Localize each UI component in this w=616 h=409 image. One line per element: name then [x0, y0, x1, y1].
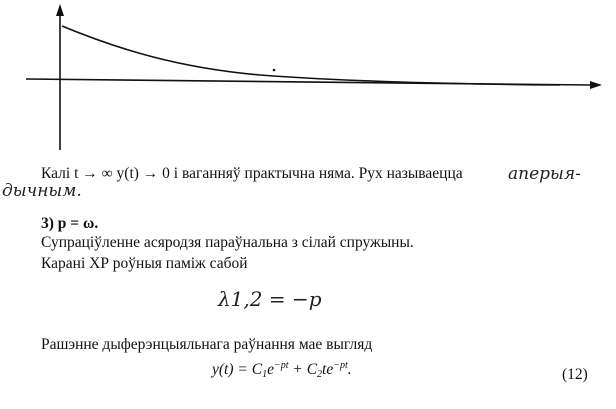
decay-curve — [62, 26, 560, 85]
eq-exp2-sup: −pt — [333, 360, 348, 371]
eq-plus: + C — [288, 361, 318, 378]
eq-exp1-base: e — [267, 361, 274, 378]
limit-statement: Калі t → ∞ y(t) → 0 і ваганняў практычна няма. Рух называецца — [41, 165, 463, 182]
eq-end: . — [347, 361, 352, 378]
case-heading: 3) p = ω. — [41, 215, 99, 232]
handwritten-word-part1: аперыя- — [508, 164, 581, 184]
decay-graph — [0, 0, 616, 160]
eq-exp1-sup: −pt — [273, 360, 289, 371]
x-axis-arrow — [590, 81, 602, 89]
eq-c2-sub: 2 — [317, 369, 323, 380]
eq-lhs: y(t) = C — [212, 361, 263, 378]
roots-statement: Карані ХР роўныя паміж сабой — [41, 255, 248, 272]
y-axis-arrow — [56, 4, 64, 16]
handwritten-word-part2: дычным. — [2, 181, 82, 201]
curve-dot — [273, 69, 276, 72]
resistance-statement: Супраціўленне асяродзя параўнальна з сілай спружыны. — [41, 234, 414, 251]
eq-t-e: te — [322, 361, 334, 378]
solution-intro: Рашэнне дыферэнцыяльнага раўнання мае выгляд — [41, 336, 373, 353]
solution-equation — [212, 357, 352, 384]
handwritten-roots-equation: λ1,2 = −p — [218, 287, 322, 311]
equation-number: (12) — [562, 366, 588, 383]
eq-c1-sub: 1 — [262, 369, 268, 380]
